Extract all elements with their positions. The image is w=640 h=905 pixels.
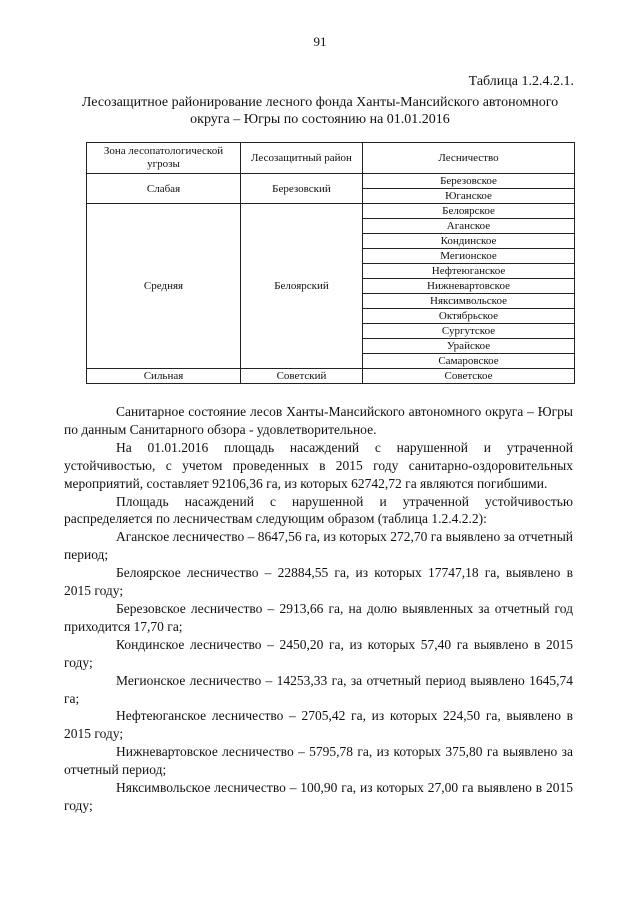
- forestry-cell: Юганское: [363, 189, 575, 204]
- table-title: Лесозащитное районирование лесного фонда Ханты-Мансийского автономного округа – Югры по состоянию на 01.01.2016: [81, 95, 559, 127]
- body-text: [64, 403, 573, 815]
- table-row: [87, 174, 575, 189]
- paragraph: Санитарное состояние лесов Ханты-Мансийского автономного округа – Югры по данным Санитарного обзора - удовлетворительное.: [64, 404, 573, 437]
- forestry-cell: Урайское: [363, 339, 575, 354]
- forestry-cell: Октябрьское: [363, 309, 575, 324]
- paragraph: На 01.01.2016 площадь насаждений с нарушенной и утраченной устойчивостью, с учетом проведенных в 2015 году санитарно-оздоровительных мероприятий, составляет 92106,36 га, из которых 62742,72 га являются погибшими.: [64, 439, 573, 491]
- zone-cell: Средняя: [87, 204, 241, 369]
- paragraph: Нефтеюганское лесничество – 2705,42 га, из которых 224,50 га, выявлено в 2015 году;: [64, 708, 573, 742]
- paragraph: Няксимвольское лесничество – 100,90 га, из которых 27,00 га выявлено в 2015 году;: [64, 780, 573, 813]
- forest-zoning-table: [86, 142, 575, 384]
- table-label: Таблица 1.2.4.2.1.: [468, 74, 574, 89]
- forestry-cell: Нижневартовское: [363, 279, 575, 294]
- forestry-cell: Кондинское: [363, 234, 575, 249]
- forestry-cell: Самаровское: [363, 354, 575, 369]
- table-row: [87, 369, 575, 384]
- paragraph: Белоярское лесничество – 22884,55 га, из которых 17747,18 га, выявлено в 2015 году;: [64, 565, 573, 599]
- header-district: Лесозащитный район: [241, 143, 363, 174]
- district-cell: Березовский: [241, 174, 363, 204]
- zone-cell: Сильная: [87, 369, 241, 384]
- paragraph: Кондинское лесничество – 2450,20 га, из которых 57,40 га выявлено в 2015 году;: [64, 636, 573, 670]
- forestry-cell: Аганское: [363, 219, 575, 234]
- header-forestry: Лесничество: [363, 143, 575, 174]
- district-cell: Белоярский: [241, 204, 363, 369]
- forestry-cell: Березовское: [363, 174, 575, 189]
- zone-cell: Слабая: [87, 174, 241, 204]
- paragraph: Аганское лесничество – 8647,56 га, из которых 272,70 га выявлено за отчетный период;: [64, 529, 573, 563]
- forestry-cell: Няксимвольское: [363, 294, 575, 309]
- header-zone: Зона лесопатологической угрозы: [87, 143, 241, 174]
- forestry-cell: Мегионское: [363, 249, 575, 264]
- paragraph: Березовское лесничество – 2913,66 га, на долю выявленных за отчетный год приходится 17,70 га;: [64, 600, 573, 634]
- forestry-cell: Сургутское: [363, 324, 575, 339]
- paragraph: Нижневартовское лесничество – 5795,78 га, из которых 375,80 га выявлено за отчетный период;: [64, 744, 573, 778]
- paragraph: Мегионское лесничество – 14253,33 га, за отчетный период выявлено 1645,74 га;: [64, 672, 573, 706]
- forestry-cell: Советское: [363, 369, 575, 384]
- paragraph: Площадь насаждений с нарушенной и утраченной устойчивостью распределяется по лесничествам следующим образом (таблица 1.2.4.2.2):: [64, 493, 573, 527]
- table-header-row: [87, 143, 575, 174]
- forestry-cell: Белоярское: [363, 204, 575, 219]
- forestry-cell: Нефтеюганское: [363, 264, 575, 279]
- table-row: [87, 204, 575, 219]
- district-cell: Советский: [241, 369, 363, 384]
- page-number: 91: [313, 34, 327, 49]
